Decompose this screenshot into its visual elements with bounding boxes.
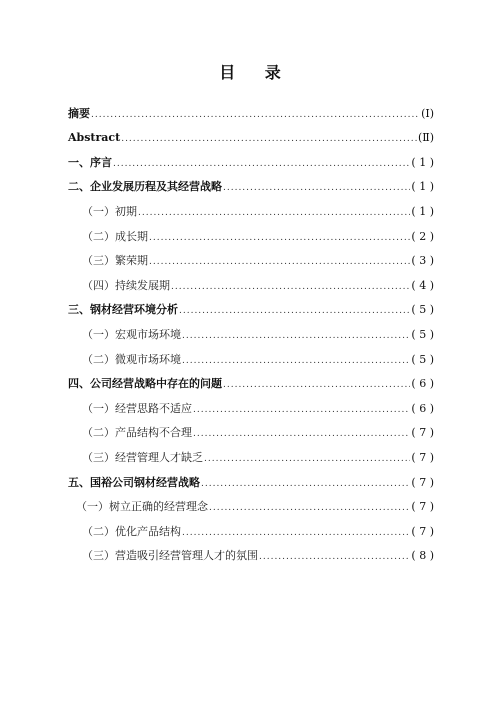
toc-entry-page: ( 4 )	[411, 278, 434, 292]
toc-subentry[interactable]	[68, 219, 434, 244]
toc-subentry[interactable]	[68, 416, 434, 441]
toc-entry-label: （一）树立正确的经营理念	[76, 500, 208, 514]
toc-subentry[interactable]	[68, 539, 434, 564]
toc-entry-label: （四）持续发展期	[82, 278, 170, 292]
dot-leader	[91, 109, 420, 121]
toc-subentry[interactable]	[68, 268, 434, 293]
dot-leader	[193, 428, 410, 440]
toc-entry-page: ( 1 )	[411, 180, 434, 194]
dot-leader	[223, 379, 410, 391]
toc-entry-page: ( 2 )	[411, 229, 434, 243]
toc-entry-label: 一、序言	[68, 155, 112, 169]
toc-entry-page: ( 6 )	[411, 377, 434, 391]
table-of-contents	[68, 96, 434, 563]
toc-entry-label: （三）经营管理人才缺乏	[82, 450, 203, 464]
toc-entry-label: （一）初期	[82, 204, 137, 218]
toc-entry-page: ( 8 )	[411, 549, 434, 563]
toc-entry-label: 四、公司经营战略中存在的问题	[68, 377, 222, 391]
toc-subentry[interactable]	[68, 342, 434, 367]
dot-leader	[209, 502, 410, 514]
toc-subentry[interactable]	[68, 440, 434, 465]
toc-entry[interactable]	[68, 145, 434, 170]
toc-entry-label: （一）经营思路不适应	[82, 401, 192, 415]
toc-entry-page: ( 1 )	[411, 204, 434, 218]
toc-entry-page: (Ⅱ)	[417, 131, 434, 145]
toc-entry[interactable]	[68, 96, 434, 121]
toc-entry-label: Abstract	[68, 131, 121, 145]
dot-leader	[171, 281, 410, 293]
dot-leader	[138, 207, 410, 219]
toc-entry-page: ( 3 )	[411, 254, 434, 268]
toc-entry-label: （三）营造吸引经营管理人才的氛围	[82, 549, 258, 563]
toc-subentry[interactable]	[68, 244, 434, 269]
toc-subentry[interactable]	[68, 490, 434, 515]
dot-leader	[149, 256, 410, 268]
toc-entry[interactable]	[68, 121, 434, 146]
dot-leader	[193, 404, 410, 416]
toc-subentry[interactable]	[68, 514, 434, 539]
toc-entry-page: ( 7 )	[411, 450, 434, 464]
toc-entry-page: ( 5 )	[411, 352, 434, 366]
toc-entry-page: ( 7 )	[411, 426, 434, 440]
dot-leader	[182, 355, 410, 367]
toc-entry-label: 二、企业发展历程及其经营战略	[68, 180, 222, 194]
toc-entry[interactable]	[68, 170, 434, 195]
toc-entry-label: （二）微观市场环境	[82, 352, 181, 366]
toc-entry-label: （三）繁荣期	[82, 254, 148, 268]
toc-entry-label: 五、国裕公司钢材经营战略	[68, 475, 200, 489]
toc-entry[interactable]	[68, 293, 434, 318]
dot-leader	[182, 527, 410, 539]
toc-title: 目 录	[219, 63, 293, 82]
toc-entry-label: （一）宏观市场环境	[82, 327, 181, 341]
toc-entry-page: ( 6 )	[411, 401, 434, 415]
toc-entry-label: （二）优化产品结构	[82, 524, 181, 538]
toc-entry-label: （二）成长期	[82, 229, 148, 243]
dot-leader	[259, 551, 410, 563]
toc-entry-label: 三、钢材经营环境分析	[68, 303, 178, 317]
dot-leader	[149, 232, 410, 244]
toc-entry[interactable]	[68, 367, 434, 392]
dot-leader	[223, 182, 410, 194]
dot-leader	[113, 158, 410, 170]
toc-entry[interactable]	[68, 465, 434, 490]
toc-subentry[interactable]	[68, 391, 434, 416]
toc-entry-page: ( 7 )	[411, 500, 434, 514]
toc-subentry[interactable]	[68, 317, 434, 342]
toc-entry-page: ( 5 )	[411, 303, 434, 317]
dot-leader	[204, 453, 410, 465]
toc-entry-page: ( 5 )	[411, 327, 434, 341]
dot-leader	[182, 330, 410, 342]
dot-leader	[179, 305, 410, 317]
dot-leader	[121, 133, 417, 145]
dot-leader	[201, 478, 410, 490]
toc-entry-page: ( 7 )	[411, 475, 434, 489]
toc-subentry[interactable]	[68, 194, 434, 219]
toc-entry-page: ( 1 )	[411, 155, 434, 169]
toc-entry-page: (Ⅰ)	[421, 106, 434, 120]
toc-entry-page: ( 7 )	[411, 524, 434, 538]
toc-entry-label: 摘要	[68, 106, 90, 120]
toc-entry-label: （二）产品结构不合理	[82, 426, 192, 440]
